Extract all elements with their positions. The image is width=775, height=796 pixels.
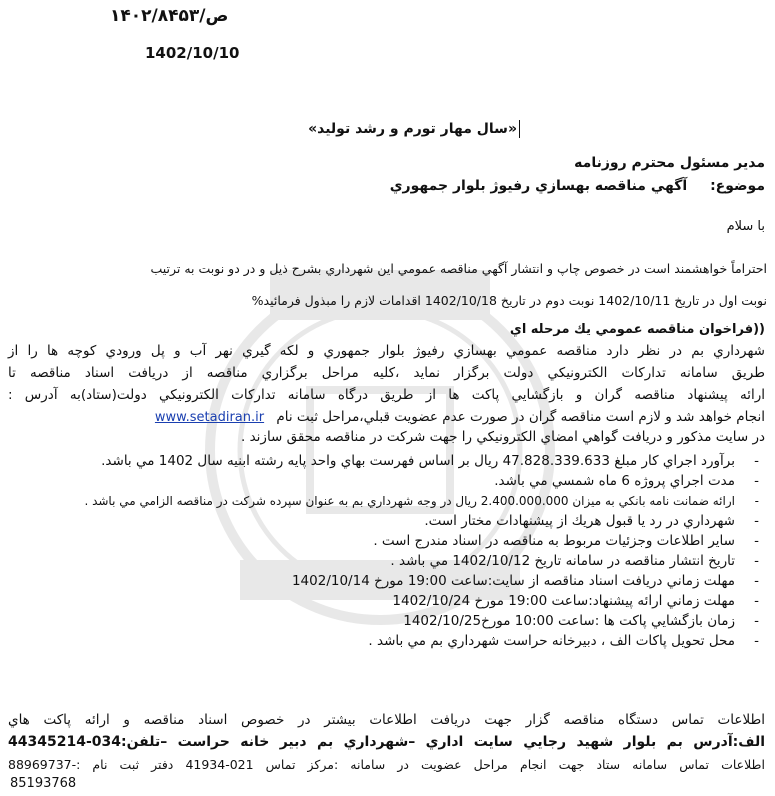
list-item: - ارائه ضمانت نامه بانكي به ميزان 2.400.000.000 ريال در وجه شهرداري بم به عنوان سپرده شركت در مناقصه الزامي مي باشد . [8,491,765,511]
list-item: - برآورد اجراي كار مبلغ 47.828.339.633 ريال بر اساس فهرست بهاي واحد پايه رشته ابنيه سال 1402 مي باشد. [8,451,765,471]
call-heading: ((فراخوان مناقصه عمومي يك مرحله اي [509,322,765,337]
letter-date: 1402/10/10 [145,44,240,62]
body-line-5: در سايت مذكور و دريافت گواهي امضاي الكترونيكي را جهت شركت در مناقصه محقق سازند . [241,429,765,445]
body-line-3: ارائه پيشنهاد مناقصه گران و بازگشايي پاكت ها از طريق درگاه سامانه تداركات الكترونيكي دولت(ستاد)به آدرس : [8,387,765,403]
subject-value: آگهي مناقصه بهسازي رفيوژ بلوار جمهوري [389,178,688,194]
body-line-4 [8,409,765,425]
contact-line-1: اطلاعات تماس دستگاه مناقصه گزار جهت دريافت اطلاعات بيشتر در خصوص اسناد مناقصه و ارائه پاكت هاي [8,712,765,728]
body-line-2: طريق سامانه تداركات الكترونيكي دولت برگزار نمايد ،كليه مراحل برگزاري مناقصه از دريافت اسناد مناقصه تا [8,365,765,381]
list-item: - مهلت زماني ارائه پيشنهاد:ساعت 19:00 مورخ 1402/10/24 [8,591,765,611]
list-item: - تاريخ انتشار مناقصه در سامانه تاريخ 1402/10/12 مي باشد . [8,551,765,571]
list-item: - شهرداري در رد يا قبول هريك از پيشنهادات مختار است. [8,511,765,531]
body-line-1: شهرداري بم در نظر دارد مناقصه عمومي بهسازي رفيوژ بلوار جمهوري و لكه گيري نهر آب و پل ورودي كوچه ها را از [8,343,765,359]
list-item: - زمان بازگشايي پاكت ها :ساعت 10:00 مورخ1402/10/25 [8,611,765,631]
recipient: مدير مسئول محترم روزنامه [574,155,765,171]
setad-contact-line-2: 85193768 [10,776,77,791]
intro-line-1: احتراماً خواهشمند است در خصوص چاپ و انتشار آگهي مناقصه عمومي اين شهرداري بشرح ذيل و در دو نوبت به ترتيب [150,261,767,276]
motto-text: «سال مهار تورم و رشد توليد» [308,121,517,137]
motto-bar [519,120,520,138]
greeting: با سلام [726,219,765,234]
tender-details-list [8,451,765,651]
subject-line [390,178,765,194]
body-line-4-text: انجام خواهد شد و لازم است مناقصه گران در صورت عدم عضويت قبلي،مراحل ثبت نام [276,409,765,425]
intro-line-2: نوبت اول در تاريخ 1402/10/11 نوبت دوم در تاريخ 1402/10/18 اقدامات لازم را مبذول فرمائيد% [251,293,767,308]
contact-line-2: الف:آدرس بم بلوار شهيد رجايي سايت اداري –شهرداري بم دبير خانه حراست –تلفن:034-44345214 [8,734,765,750]
setad-contact-line: اطلاعات تماس سامانه ستاد جهت انجام مراحل عضويت در سامانه :مركز تماس 021-41934 دفتر ثبت نام :-88969737 [8,757,765,772]
subject-label: موضوع: [710,178,765,194]
letter-number: ۱۴۰۲/۸۴۵۳/ص [110,6,229,26]
setad-link[interactable]: www.setadiran.ir [154,410,265,425]
list-item: - مدت اجراي پروژه 6 ماه شمسي مي باشد. [8,471,765,491]
list-item: - مهلت زماني دريافت اسناد مناقصه از سايت:ساعت 19:00 مورخ 1402/10/14 [8,571,765,591]
year-motto [255,120,520,138]
list-item: - ساير اطلاعات وجزئيات مربوط به مناقصه در اسناد مندرج است . [8,531,765,551]
list-item: - محل تحويل پاكات الف ، دبيرخانه حراست شهرداري بم مي باشد . [8,631,765,651]
